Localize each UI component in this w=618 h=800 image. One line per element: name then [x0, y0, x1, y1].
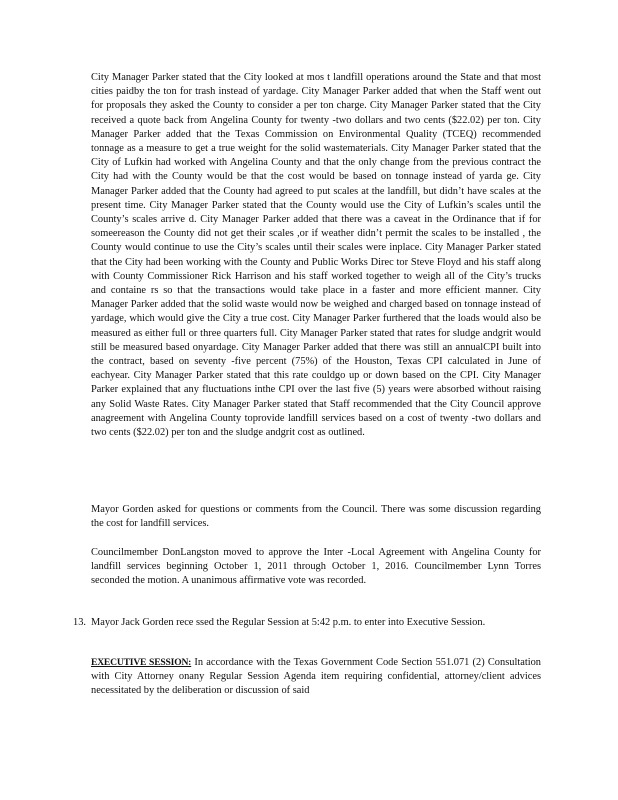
executive-session-paragraph [91, 656, 541, 699]
landfill-discussion-paragraph: City Manager Parker stated that the City looked at mos t landfill operations around the State and that most cities paidby the ton for trash instead of yardage. City Manager Parker added that when the Staff went out for proposals they asked the County to consider a per ton charge. City Manager Parker stated that the City received a quote back from Angelina County for twenty -two dollars and two cents ($22.02) per ton. City Manager Parker added that the Texas Commission on Environmental Quality (TCEQ) recommended tonnage as a measure to get a true weight for the solid wastematerials. City Manager Parker stated that the City of Lufkin had worked with Angelina County and that the only change from the previous contract the City had with the County would be that the cost would be based on tonnage instead of yarda ge. City Manager Parker added that the County had agreed to put scales at the landfill, but didn’t have scales at the present time. City Manager Parker stated that the County would use the City of Lufkin’s scales until the County’s scales arrive d. City Manager Parker added that there was a caveat in the Ordinance that if for someereason the County did not get their scales ,or if weather didn’t permit the scales to be installed , the County would continue to use the City’s scales until their scales were inplace. City Manager Parker stated that the City had been working with the County and Public Works Direc tor Steve Floyd and his staff along with County Commissioner Rick Harrison and his staff worked together to weigh all of the City’s trucks and containe rs so that the transactions would take place in a faster and more efficient manner. City Manager Parker added that the solid waste would now be weighed and charged based on tonnage instead of yardage, which would give the City a true cost. City Manager Parker furthered that the loads would also be measured as either full or three quarters full. City Manager Parker stated that rates for sludge andgrit would still be measured based onyardage. City Manager Parker added that there was still an annualCPI built into the contract, based on seventy -five percent (75%) of the Houston, Texas CPI calculated in June of eachyear. City Manager Parker stated that this rate couldgo up or down based on the CPI. City Manager Parker explained that any fluctuations inthe CPI over the last five (5) years were absorbed without raising any Solid Waste Rates. City Manager Parker stated that Staff recommended that the City Council approve anagreement with Angelina County toprovide landfill services based on a cost of twenty -two dollars and two cents ($22.02) per ton and the sludge andgrit cost as outlined. [91, 72, 541, 439]
agenda-item-13 [73, 616, 541, 630]
motion-paragraph: Councilmember DonLangston moved to approve the Inter -Local Agreement with Angelina County for landfill services beginning October 1, 2011 through October 1, 2016. Councilmember Lynn Torres seconded the motion. A unanimous affirmative vote was recorded. [91, 547, 541, 587]
agenda-item-number: 13. [73, 617, 86, 628]
council-questions-paragraph: Mayor Gorden asked for questions or comments from the Council. There was some discussion regarding the cost for landfill services. [91, 504, 541, 530]
executive-session-heading: EXECUTIVE SESSION: [91, 657, 192, 668]
agenda-item-text: Mayor Jack Gorden rece ssed the Regular Session at 5:42 p.m. to enter into Executive Session. [91, 617, 486, 628]
executive-session-text: In accordance with the Texas Government Code Section 551.071 (2) Consultation with City Attorney onany Regular Session Agenda item requiring confidential, attorney/client advices necessitated by the deliberation or discussion of said [91, 657, 541, 697]
